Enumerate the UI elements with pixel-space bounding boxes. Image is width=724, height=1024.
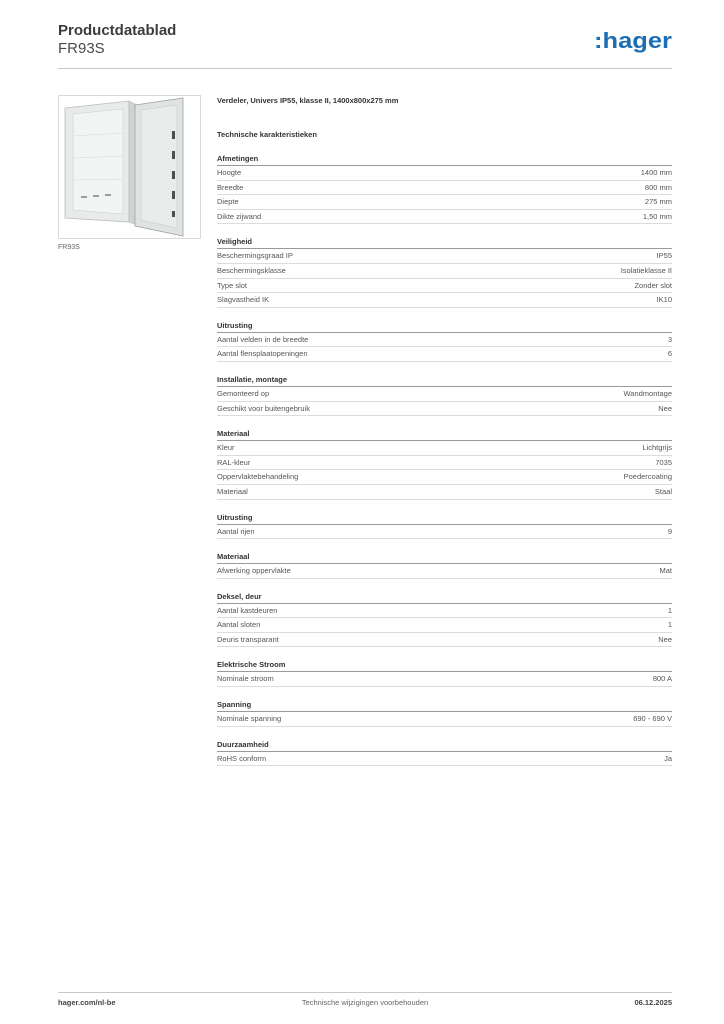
spec-value: 1 <box>667 605 672 615</box>
spec-value: Isolatieklasse II <box>620 265 672 275</box>
spec-value: IK10 <box>656 295 672 305</box>
product-code: FR93S <box>58 40 105 57</box>
spec-label: Type slot <box>217 280 248 290</box>
spec-groups <box>217 153 672 766</box>
spec-row <box>217 441 672 456</box>
spec-group-title: Uitrusting <box>217 512 672 525</box>
spec-label: Geschikt voor buitengebruik <box>217 403 310 413</box>
spec-row <box>217 264 672 279</box>
spec-label: Nominale spanning <box>217 714 282 724</box>
spec-label: Aantal rijen <box>217 526 255 536</box>
spec-value: 800 A <box>652 674 672 684</box>
spec-group <box>217 374 672 416</box>
spec-group-title: Uitrusting <box>217 320 672 333</box>
spec-label: Diepte <box>217 197 239 207</box>
spec-label: Beschermingsklasse <box>217 265 286 275</box>
spec-value: IP55 <box>656 251 672 261</box>
product-description: Verdeler, Univers IP55, klasse II, 1400x800x275 mm <box>217 96 399 105</box>
spec-group <box>217 512 672 540</box>
spec-group <box>217 659 672 687</box>
spec-group <box>217 551 672 579</box>
spec-label: Aantal sloten <box>217 620 261 630</box>
spec-group <box>217 739 672 767</box>
spec-row <box>217 249 672 264</box>
spec-group-title: Materiaal <box>217 551 672 564</box>
footer-date: 06.12.2025 <box>634 998 672 1007</box>
spec-value: 800 mm <box>644 182 672 192</box>
spec-row <box>217 181 672 196</box>
spec-row <box>217 633 672 648</box>
spec-value: 1400 mm <box>640 168 672 177</box>
spec-group <box>217 428 672 499</box>
tech-characteristics-title: Technische karakteristieken <box>217 130 317 139</box>
document-title: Productdatablad <box>58 22 177 39</box>
spec-value: 6 <box>667 349 672 359</box>
electrical-cabinet-icon <box>59 96 200 238</box>
spec-value: 1,50 mm <box>642 211 672 221</box>
spec-label: Hoogte <box>217 168 242 177</box>
product-image <box>58 95 201 239</box>
spec-row <box>217 387 672 402</box>
spec-label: Beschermingsgraad IP <box>217 251 293 261</box>
spec-value: Ja <box>664 753 672 763</box>
spec-value: Mat <box>659 566 672 576</box>
spec-value: Nee <box>658 403 672 413</box>
spec-value: Nee <box>658 634 672 644</box>
spec-group-title: Materiaal <box>217 428 672 441</box>
spec-label: Aantal flensplaatopeningen <box>217 349 308 359</box>
spec-label: Aantal kastdeuren <box>217 605 278 615</box>
spec-group-title: Veiligheid <box>217 236 672 249</box>
hager-logo <box>594 27 674 57</box>
spec-row <box>217 525 672 540</box>
spec-group-title: Afmetingen <box>217 153 672 166</box>
spec-value: 690 - 690 V <box>633 714 672 724</box>
spec-label: Gemonteerd op <box>217 388 270 398</box>
header-divider <box>58 68 672 69</box>
spec-label: Oppervlaktebehandeling <box>217 472 299 482</box>
spec-value: Lichtgrijs <box>642 443 672 453</box>
spec-row <box>217 402 672 417</box>
spec-value: 9 <box>667 526 672 536</box>
spec-group <box>217 153 672 224</box>
spec-row <box>217 333 672 348</box>
spec-label: Dikte zijwand <box>217 211 262 221</box>
spec-label: Breedte <box>217 182 244 192</box>
spec-value: Wandmontage <box>623 388 672 398</box>
spec-row <box>217 456 672 471</box>
footer-notice: Technische wijzigingen voorbehouden <box>301 998 429 1007</box>
page-footer <box>58 998 672 1010</box>
spec-label: Kleur <box>217 443 235 453</box>
spec-row <box>217 564 672 579</box>
spec-group-title: Elektrische Stroom <box>217 659 672 672</box>
spec-group-title: Duurzaamheid <box>217 739 672 752</box>
spec-label: RAL-kleur <box>217 457 251 467</box>
spec-group-title: Deksel, deur <box>217 591 672 604</box>
image-caption: FR93S <box>58 244 80 251</box>
spec-group <box>217 591 672 648</box>
spec-row <box>217 195 672 210</box>
spec-row <box>217 293 672 308</box>
spec-label: Afwerking oppervlakte <box>217 566 291 576</box>
spec-row <box>217 712 672 727</box>
spec-row <box>217 470 672 485</box>
hager-logo-text: :hager <box>594 28 673 53</box>
footer-divider <box>58 992 672 993</box>
spec-value: 3 <box>667 334 672 344</box>
spec-label: RoHS conform <box>217 753 267 763</box>
spec-row <box>217 485 672 500</box>
spec-label: Nominale stroom <box>217 674 274 684</box>
spec-group-title: Spanning <box>217 699 672 712</box>
spec-group <box>217 236 672 307</box>
product-specifications <box>217 95 672 766</box>
page-header <box>58 22 176 58</box>
spec-label: Materiaal <box>217 486 248 496</box>
spec-value: 7035 <box>655 457 672 467</box>
spec-value: Poedercoating <box>623 472 672 482</box>
spec-value: Staal <box>654 486 672 496</box>
spec-value: 1 <box>667 620 672 630</box>
spec-group-title: Installatie, montage <box>217 374 672 387</box>
spec-value: Zonder slot <box>634 280 672 290</box>
spec-label: Slagvastheid IK <box>217 295 270 305</box>
spec-group <box>217 699 672 727</box>
spec-row <box>217 210 672 225</box>
spec-row <box>217 604 672 619</box>
footer-website: hager.com/nl-be <box>58 998 116 1007</box>
spec-group <box>217 320 672 362</box>
spec-label: Deuris transparant <box>217 634 279 644</box>
spec-row <box>217 166 672 181</box>
spec-value: 275 mm <box>644 197 672 207</box>
spec-row <box>217 752 672 767</box>
spec-row <box>217 672 672 687</box>
spec-row <box>217 347 672 362</box>
spec-label: Aantal velden in de breedte <box>217 334 309 344</box>
spec-row <box>217 279 672 294</box>
spec-row <box>217 618 672 633</box>
